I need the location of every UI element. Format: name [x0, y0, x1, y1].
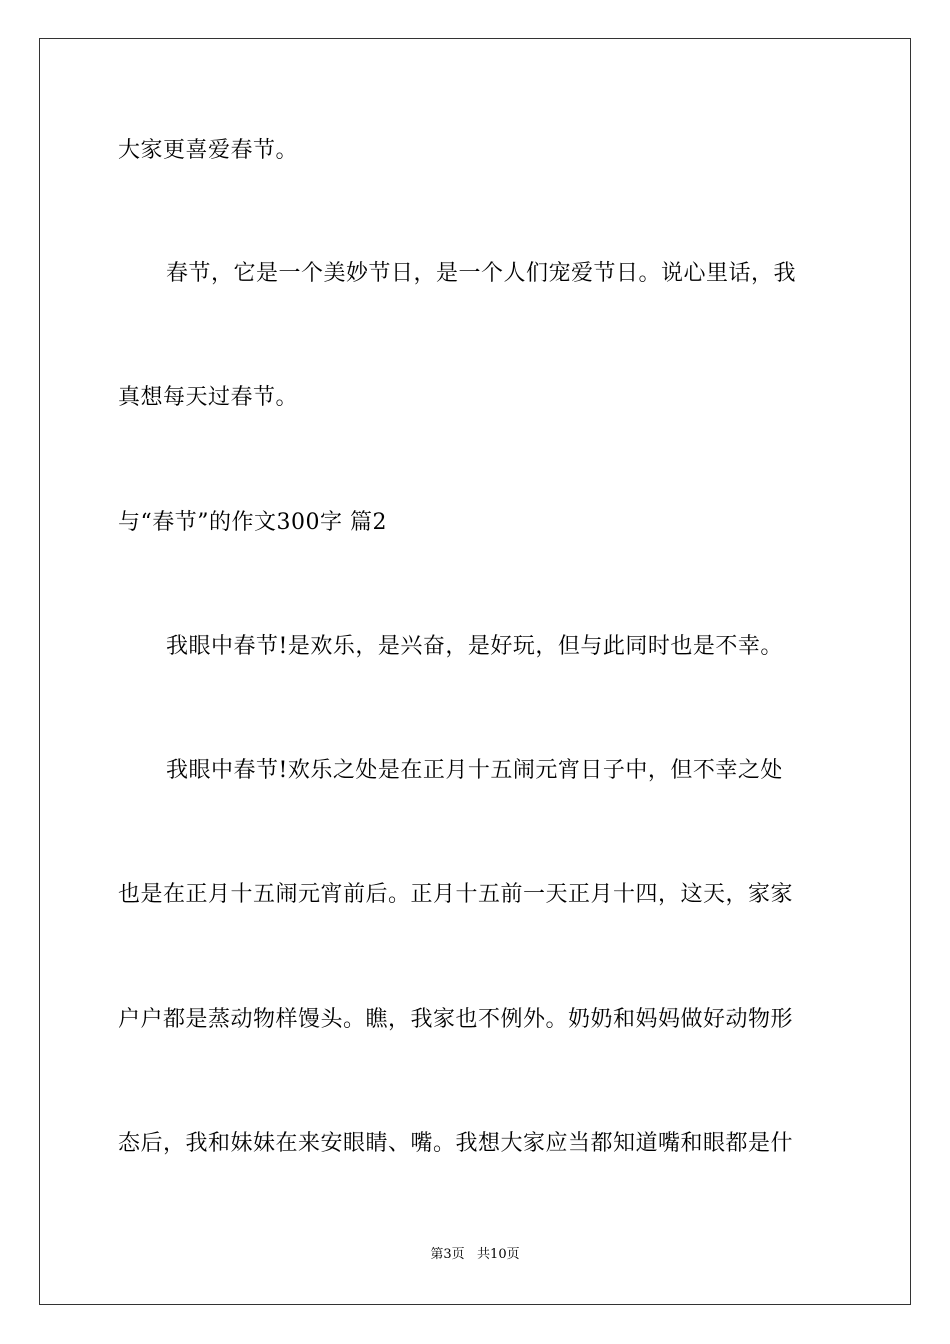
paragraph-line: 态后，我和妹妹在来安眼睛、嘴。我想大家应当都知道嘴和眼都是什 — [118, 1131, 794, 1156]
paragraph-line: 我眼中春节!是欢乐，是兴奋，是好玩，但与此同时也是不幸。 — [166, 634, 783, 659]
page-number-footer: 第3页 共10页 — [430, 1247, 520, 1262]
paragraph-line: 户户都是蒸动物样馒头。瞧，我家也不例外。奶奶和妈妈做好动物形 — [118, 1007, 794, 1032]
paragraph-line: 春节，它是一个美妙节日，是一个人们宠爱节日。说心里话，我 — [166, 261, 797, 286]
page-frame — [39, 38, 911, 1305]
paragraph-line: 我眼中春节!欢乐之处是在正月十五闹元宵日子中，但不幸之处 — [166, 758, 783, 783]
section-heading: 与“春节”的作文300字 篇2 — [118, 510, 387, 535]
paragraph-line: 也是在正月十五闹元宵前后。正月十五前一天正月十四，这天，家家 — [118, 882, 794, 907]
paragraph-line: 真想每天过春节。 — [118, 385, 299, 410]
paragraph-line: 大家更喜爱春节。 — [118, 138, 299, 163]
